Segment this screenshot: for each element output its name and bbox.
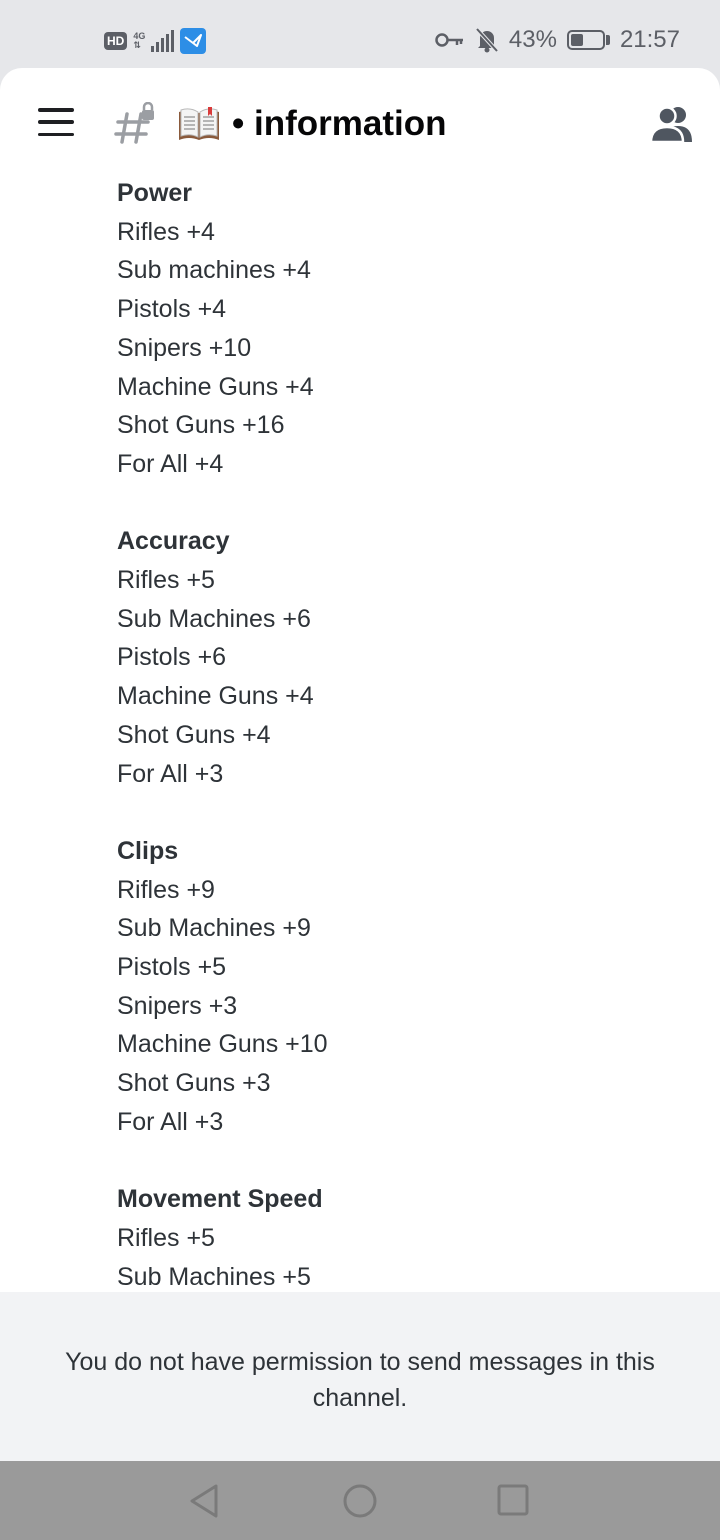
section-spacer bbox=[117, 1142, 697, 1181]
stat-line: For All +3 bbox=[117, 759, 224, 788]
status-right bbox=[435, 26, 680, 54]
stat-line: Pistols +6 bbox=[117, 643, 227, 672]
stat-line: Machine Guns +10 bbox=[117, 1030, 328, 1059]
no-permission-notice bbox=[0, 1292, 720, 1461]
message-content bbox=[117, 174, 697, 1292]
section-title: Power bbox=[117, 179, 193, 207]
bell-off-icon bbox=[475, 27, 499, 53]
stat-line: For All +3 bbox=[117, 1107, 224, 1136]
stat-line: Shot Guns +3 bbox=[117, 1069, 271, 1098]
status-bar bbox=[0, 0, 720, 70]
stat-line: Rifles +9 bbox=[117, 875, 215, 904]
stat-line: Machine Guns +4 bbox=[117, 372, 314, 401]
stat-line: Rifles +4 bbox=[117, 217, 215, 246]
system-navigation-bar bbox=[0, 1461, 720, 1540]
channel-title: • information bbox=[232, 104, 447, 143]
battery-icon bbox=[567, 30, 610, 50]
stat-line: Sub machines +4 bbox=[117, 256, 311, 285]
signal-strength-icon bbox=[151, 30, 174, 52]
stat-line: Shot Guns +4 bbox=[117, 720, 271, 749]
app-notification-icon bbox=[180, 28, 206, 54]
recents-square-icon[interactable] bbox=[494, 1481, 534, 1521]
section-spacer bbox=[117, 793, 697, 832]
vpn-key-icon bbox=[435, 32, 465, 48]
stat-line: Snipers +3 bbox=[117, 991, 238, 1020]
stat-line: Rifles +5 bbox=[117, 566, 215, 595]
hamburger-menu-icon[interactable] bbox=[38, 108, 74, 136]
stat-line: Sub Machines +9 bbox=[117, 914, 311, 943]
channel-header bbox=[0, 68, 720, 180]
back-triangle-icon[interactable] bbox=[186, 1481, 226, 1521]
stat-line: Sub Machines +5 bbox=[117, 1262, 311, 1291]
stat-line: Snipers +10 bbox=[117, 333, 252, 362]
status-left bbox=[104, 28, 206, 54]
hd-badge: HD bbox=[104, 32, 127, 50]
home-circle-icon[interactable] bbox=[340, 1481, 380, 1521]
stat-line: Sub Machines +6 bbox=[117, 604, 311, 633]
members-icon[interactable] bbox=[650, 104, 694, 144]
section-spacer bbox=[117, 484, 697, 523]
locked-text-channel-icon bbox=[112, 102, 160, 146]
section-title: Movement Speed bbox=[117, 1185, 323, 1214]
stat-line: Shot Guns +16 bbox=[117, 411, 285, 440]
battery-percent: 43% bbox=[508, 26, 557, 53]
section-title: Accuracy bbox=[117, 527, 230, 556]
stat-line: Rifles +5 bbox=[117, 1223, 215, 1252]
clock: 21:57 bbox=[619, 26, 680, 53]
open-book-icon bbox=[178, 106, 220, 142]
stat-line: Pistols +5 bbox=[117, 953, 227, 982]
data-arrows-icon: ⇅ bbox=[133, 40, 141, 50]
stat-line: Pistols +4 bbox=[117, 295, 227, 324]
stat-line: Machine Guns +4 bbox=[117, 682, 314, 711]
network-type-label: 4G ⇅ bbox=[133, 31, 146, 50]
section-title: Clips bbox=[117, 836, 179, 865]
stat-line: For All +4 bbox=[117, 449, 224, 478]
no-permission-text: You do not have permission to send messages in this channel. bbox=[65, 1348, 655, 1412]
channel-view bbox=[0, 68, 720, 1292]
